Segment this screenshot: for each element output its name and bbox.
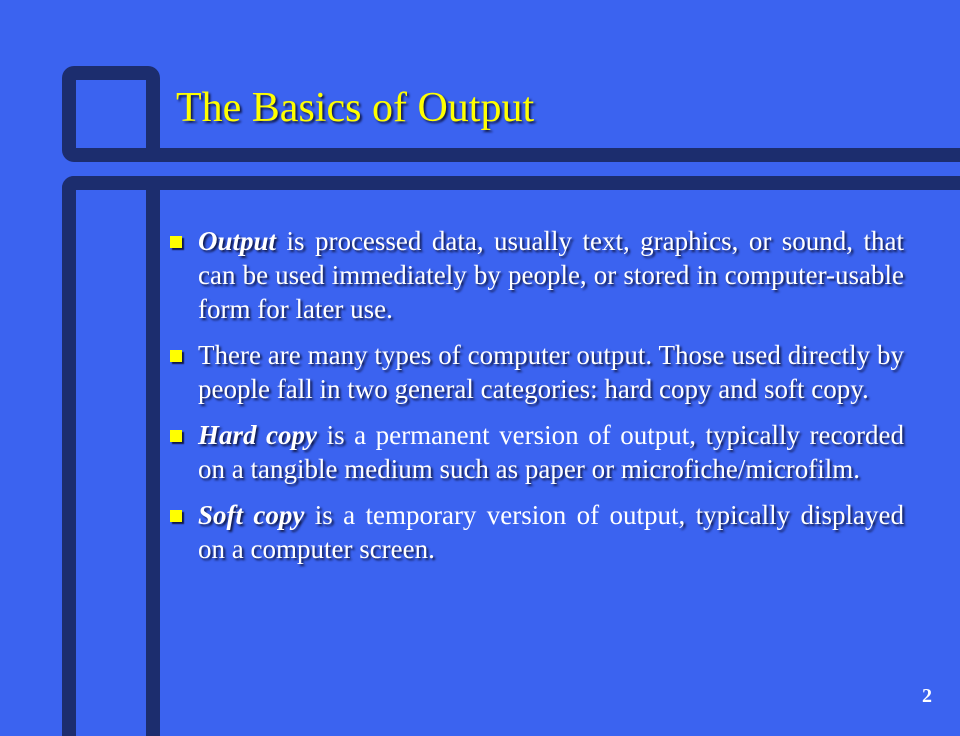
bullet-item-soft-copy xyxy=(168,498,904,566)
bullet-item-output xyxy=(168,224,904,326)
bullet-text-definition: a temporary version of output xyxy=(343,500,679,530)
bullet-marker-icon xyxy=(170,236,182,248)
bullet-text: There are many types of computer output. Those used directly by people fall in two general categories: hard copy and soft copy. xyxy=(198,340,904,404)
bullet-text: is xyxy=(304,500,344,530)
bullet-text-definition: a permanent version of output xyxy=(354,420,690,450)
bullet-marker-icon xyxy=(170,350,182,362)
bullet-text: is processed data, usually text, graphics, or sound, that can be used immediately by people, or stored in computer-usable form for later use. xyxy=(198,226,904,324)
bullet-term: Soft copy xyxy=(198,500,305,530)
bullet-text: , typically recorded on a tangible medium such as paper or microfiche/microfilm. xyxy=(198,420,904,484)
page-number: 2 xyxy=(922,685,932,707)
content-top-bar xyxy=(148,176,960,190)
bullet-text: is xyxy=(317,420,355,450)
bullet-item-types xyxy=(168,338,904,406)
bullet-list xyxy=(168,224,904,578)
frame-left-box xyxy=(62,176,160,736)
bullet-term: Hard copy xyxy=(198,420,318,450)
bullet-term: Output xyxy=(198,226,277,256)
slide-title: The Basics of Output xyxy=(176,85,535,131)
bullet-text: , typically displayed on a computer screen. xyxy=(198,500,904,564)
title-underline-bar xyxy=(148,148,960,162)
bullet-marker-icon xyxy=(170,510,182,522)
bullet-item-hard-copy xyxy=(168,418,904,486)
frame-top-box xyxy=(62,66,160,162)
bullet-marker-icon xyxy=(170,430,182,442)
